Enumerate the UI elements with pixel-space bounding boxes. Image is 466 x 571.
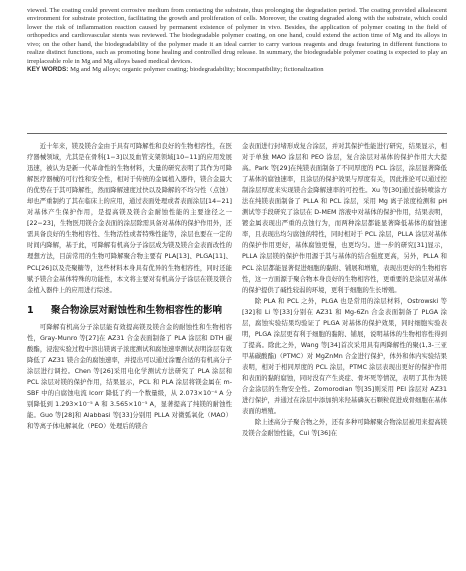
keywords-label: KEY WORDS: — [27, 66, 69, 74]
right-paragraph-3: 除上述高分子聚合物之外，还有多种可降解聚合物涂层被用来提高镁及镁合金耐蚀性能，Cui 等[36]在 — [242, 419, 447, 438]
section-divider — [27, 133, 447, 134]
right-paragraph-1: 金表面进行封堵形成复合涂层，并对其保护性能进行研究，结果显示，相对于单独 MAO 涂层和 PEO 涂层，复合涂层对基体的保护作用大大提高。Park 等[29]在纯镁表面制备了不同厚度的 PCL 涂层，涂层显著降低了基体的腐蚀速率，且涂层的保护效果与厚度有关，因此推论可以通过控制涂层厚度来实现镁合金降解速率的可控性。Xu 等[30]通过旋转喷涂方法在纯镁表面制备了 PLLA 和 PCL 涂层，采用 Mg 离子浓度检测和 pH 测试等手段研究了涂层在 D-MEM 溶液中对基体的保护作用，结果表明，镀金属表现出严重的点蚀行为，而两种涂层都能显著降低基体的腐蚀速率，且表现出均匀腐蚀的特性，同时相对于 PCL 涂层，PLLA 涂层对基体的保护作用更好，基体腐蚀更慢，也更均匀。进一步的研究[31]显示，PLLA 涂层镁的保护作用源于其与基体的结合强度更高，另外，PLLA 和 PCL 涂层都能显著促进细胞的黏附、铺展和增殖，表现出更好的生物相容性，这一方面源于聚合物本身良好的生物相容性，更重要的是涂层对基体的保护提供了碱性较弱的环境，更利于细胞的生长增殖。 — [242, 143, 447, 294]
left-column — [27, 141, 232, 432]
abstract-text: viewed. The coating could prevent corrosive medium from contacting the substrate, thus prolonging the degradation period. The coating provided alkalescent environment for substrate protection, facilitating the growth and proliferation of cells. Moreover, the coating degraded along with the substrate, which could lower the risk of inflammation reaction caused by permanent existence of polymer in vivo. Besides, the application of polymer coating in the field of orthopedics and cardiovascular stents was reviewed. The biodegradable polymer coating, on one hand, could extend the action time of Mg and its alloys in vivo; on the other hand, the biodegradability of the polymer made it an ideal carrier to carry various reagents and drugs featuring in different functions to realize distinct functions, such as promoting bone healing and controlled drug release. In summary, the biodegradable polymer coating is expected to play an irreplaceable role in Mg and Mg alloys based medical devices. — [27, 7, 447, 65]
right-paragraph-2: 除 PLA 和 PCL 之外，PLGA 也是常用的涂层材料，Ostrowski 等[32]和 Li 等[33]分别在 AZ31 和 Mg-6Zn 合金表面制备了 PLGA 涂层，腐蚀实验结果均验证了 PLGA 对基体的保护效果，同时细胞实验表明，PLGA 涂层更有利于细胞的黏附、铺展，说明基体的生物相容性得到了提高。除此之外，Wang 等[34]首次采用具有两降解性的聚(1,3-三亚甲基碳酸酯)（PTMC）对 MgZnMn 合金进行保护，体外和体内实验结果表明，相对于相同厚度的 PCL 涂层，PTMC 涂层表现出更好的保护作用和表面的黏附腐蚀，同时没有产生炎症、骨坏死等情况，表明了其作为镁合金涂层的生物安全性。Zomorodian 等[35]则采用 PEI 涂层对 AZ31 进行保护，并通过在涂层中添加纳米羟基磷灰石颗粒促进成骨细胞在基体表面的增殖。 — [242, 297, 447, 416]
section-heading — [27, 304, 232, 318]
abstract-block — [27, 7, 447, 75]
section-number: 1 — [27, 304, 34, 316]
right-column — [242, 141, 447, 439]
keywords-text: Mg and Mg alloys; organic polymer coating; biodegradability; biocompatibility; fictionalization — [70, 66, 324, 74]
section-title: 聚合物涂层对耐蚀性和生物相容性的影响 — [51, 304, 223, 316]
section-paragraph: 可降解有机高分子涂层能有效提高镁及镁合金的耐蚀性和生物相容性，Gray-Munro 等[27]在 AZ31 合金表面制备了 PLA 涂层和 DTH 碳酸酯，浸泡实验过程中溶出镁离子浓度测试和腐蚀速率测试表明涂层有效降低了 AZ31 镁合金的腐蚀速率，并提出可以通过涂覆合适的有机高分子涂层进行调控。Chen 等[26]采用电化学测试方法研究了 PLA 涂层和 PCL 涂层对镁的保护作用，结果显示，PCL 和 PLA 涂层将镁金属在 m-SBF 中的自腐蚀电流 Icorr 降低了约一个数量级，从 2.073×10⁻⁴ A 分别降低到 1.293×10⁻⁵ A 和 3.565×10⁻⁵ A，显著提高了纯镁的耐蚀性能。Guo 等[28]和 Alabbasi 等[33]分别用 PLLA 对微弧氧化（MAO）和等离子体电解氧化（PEO）处理后的镁合 — [27, 323, 232, 431]
keywords-line — [27, 66, 447, 74]
intro-paragraph: 近十年来，镁及镁合金由于具有可降解性和良好的生物相容性，在医疗器械领域，尤其是在骨科[1−3]以及血管支架领域[10−11]的应用发展迅速，被认为是新一代革命性的生物材料，大量的研究表明了其作为可降解医疗器械的可行性和安全性，相对于传统的金属植入器件，镁合金最大的优势在于其可降解性，然而降解速度过快以及降解的不均匀性（点蚀）却也严重制约了其在临床上的应用，通过表面处理或者表面涂层[14−21]对基体产生保护作用，是提高镁及镁合金耐蚀性能的主要途径之一[22−23]，生物医用镁合金表面的涂层除需具备对基体的保护作用外，还需具备良好的生物相容性、生物活性或者特殊性能等，涂层也要在一定的时间内降解，基于此，可降解有机高分子涂层成为镁及镁合金表面改性的理想方法，目前常用的生物可降解聚合物主要有 PLA[13]、PLGA[11]、PCL[26]以及壳聚糖等，这些材料本身具有优异的生物相容性，同时还能赋予镁合金基体特殊的功能性，本文将主要对有机高分子涂层在镁及镁合金植入器件上的应用进行综述。 — [27, 143, 232, 294]
